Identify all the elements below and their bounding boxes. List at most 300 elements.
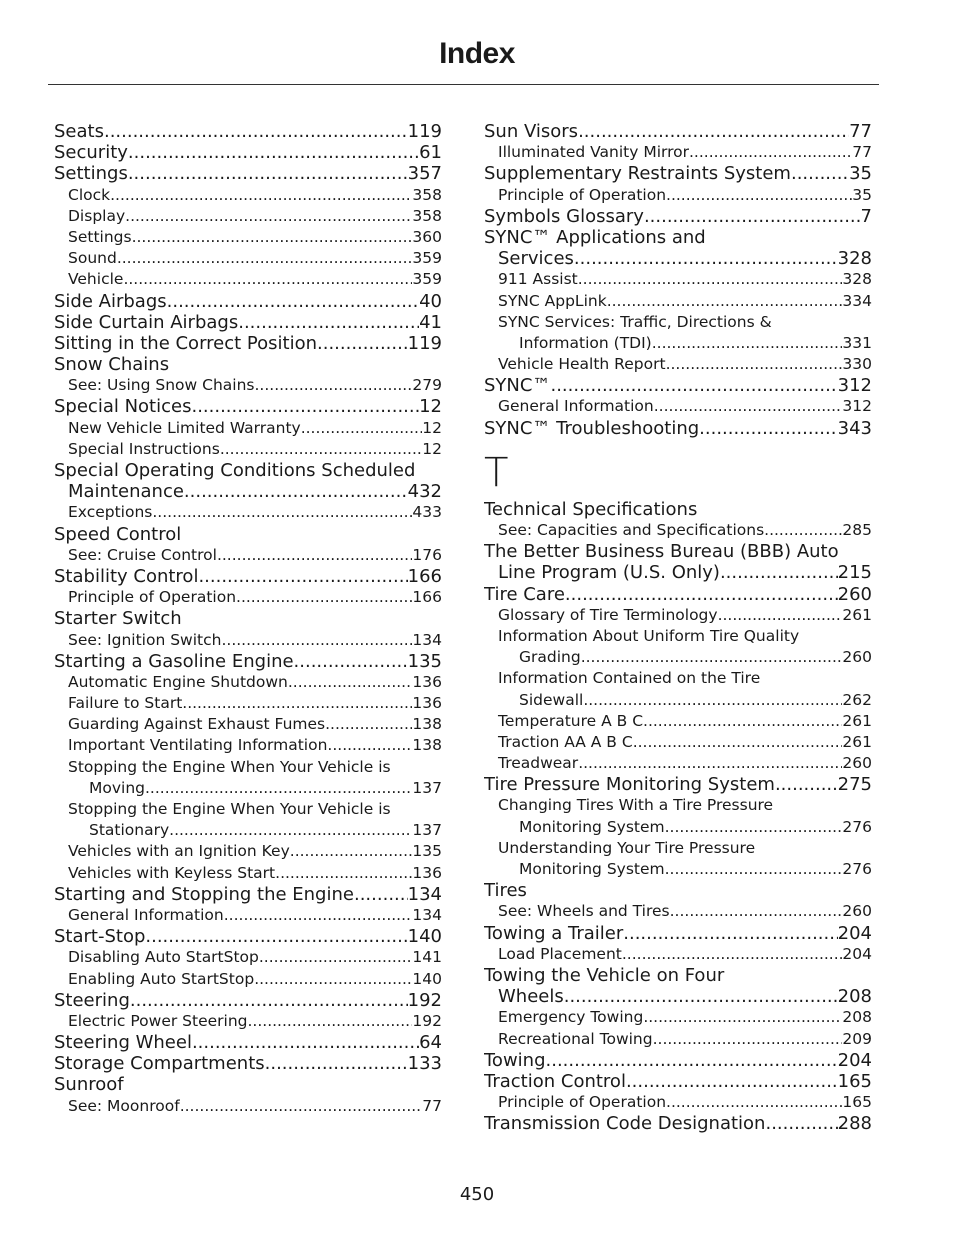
dot-leader [294,651,408,672]
entry-text: Changing Tires With a Tire Pressure [498,796,774,815]
entry-text: Disabling Auto StartStop [68,948,259,967]
dot-leader [666,1092,842,1113]
entry-page-number: 260 [837,583,872,605]
dot-leader [301,418,423,439]
entry-text: Grading [519,648,581,667]
entry-text: Tire Care [484,583,565,605]
entry-page-number: 285 [842,521,872,539]
entry-text: Glossary of Tire Terminology [498,605,718,624]
dot-leader [217,545,412,566]
dot-leader [791,163,849,184]
index-entry [54,291,442,312]
index-column-right [484,121,872,1134]
entry-page-number: 12 [419,396,442,418]
entry-text: SYNC™ Troubleshooting [484,417,700,439]
entry-page-number: 279 [412,376,442,395]
index-subentry [54,693,442,714]
entry-text: Principle of Operation [68,588,237,607]
index-subentry [54,630,442,651]
dot-leader [578,753,842,774]
index-entry [54,142,442,163]
dot-leader [578,121,849,142]
dot-leader [191,396,419,417]
index-subentry [54,1011,442,1032]
entry-page-number: 260 [842,754,872,773]
dot-leader [317,333,408,354]
entry-text: Information Contained on the Tire [498,669,761,688]
entry-text: Treadwear [498,754,579,773]
entry-text: Traction AA A B C [498,732,633,751]
index-subentry [54,714,442,735]
entry-text: See: Using Snow Chains [68,376,255,395]
entry-text: Starter Switch [54,608,182,630]
index-entry [484,375,872,396]
entry-text: Side Airbags [54,290,167,312]
dot-leader [152,502,412,523]
entry-page-number: 136 [412,863,442,882]
entry-text: Towing [484,1049,546,1071]
index-subentry [484,838,872,859]
entry-page-number: 433 [412,503,442,522]
index-entry [54,1074,442,1095]
entry-page-number: 432 [407,481,442,503]
entry-text: Services [498,248,574,270]
entry-page-number: 141 [412,948,442,967]
entry-text: Sound [68,249,117,268]
entry-page-number: 138 [412,715,442,734]
index-subentry [54,269,442,290]
index-subentry [54,672,442,693]
index-subentry [484,396,872,417]
entry-text: Emergency Towing [498,1008,644,1027]
entry-text: Load Placement [498,944,622,963]
index-entry [484,774,872,795]
index-entry [484,1071,872,1092]
index-subentry [54,841,442,862]
index-subentry [484,795,872,816]
index-subentry [54,439,442,460]
dot-leader [354,884,408,905]
dot-leader [622,944,843,965]
entry-text: Line Program (U.S. Only) [498,562,720,584]
dot-leader [192,1032,419,1053]
index-entry [484,986,872,1007]
entry-page-number: 140 [407,926,442,948]
index-entry [54,990,442,1011]
dot-leader [128,163,408,184]
section-letter-text: T [484,449,509,496]
entry-page-number: 204 [837,1049,872,1071]
dot-leader [574,248,838,269]
entry-text: Security [54,142,128,164]
entry-text: Monitoring System [519,817,665,836]
entry-page-number: 312 [837,375,872,397]
index-entry [54,1032,442,1053]
index-entry [484,880,872,901]
dot-leader [224,905,413,926]
entry-text: Wheels [498,986,564,1008]
entry-page-number: 165 [837,1070,872,1092]
entry-page-number: 357 [407,163,442,185]
dot-leader [581,647,843,668]
dot-leader [623,923,837,944]
entry-page-number: 137 [412,778,442,797]
dot-leader [626,1071,838,1092]
entry-text: Start-Stop [54,926,146,948]
dot-leader [764,520,842,541]
entry-page-number: 134 [407,883,442,905]
dot-leader [643,711,842,732]
entry-text: Guarding Against Exhaust Fumes [68,715,326,734]
entry-page-number: 288 [837,1113,872,1135]
entry-text: Vehicle Health Report [498,355,666,374]
entry-text: Towing a Trailer [484,922,624,944]
dot-leader [128,142,419,163]
index-subentry [484,312,872,333]
entry-text: Illuminated Vanity Mirror [498,143,689,162]
entry-text: Steering [54,989,130,1011]
entry-page-number: 35 [849,163,872,185]
dot-leader [653,1029,843,1050]
index-entry [54,651,442,672]
entry-page-number: 166 [407,565,442,587]
entry-page-number: 133 [407,1053,442,1075]
entry-page-number: 331 [842,333,872,352]
entry-text: Vehicle [68,270,124,289]
entry-page-number: 261 [842,732,872,751]
dot-leader [689,142,852,163]
entry-page-number: 359 [412,270,442,289]
entry-page-number: 136 [412,694,442,713]
entry-text: Starting and Stopping the Engine [54,883,354,905]
entry-page-number: 134 [412,630,442,649]
index-subentry [54,947,442,968]
entry-page-number: 343 [837,417,872,439]
entry-page-number: 334 [842,291,872,310]
entry-text: Information About Uniform Tire Quality [498,626,800,645]
entry-page-number: 136 [412,672,442,691]
entry-page-number: 204 [837,922,872,944]
dot-leader [720,562,838,583]
dot-leader [290,841,413,862]
index-entry [484,499,872,520]
entry-page-number: 275 [837,774,872,796]
entry-text: Important Ventilating Information [68,736,328,755]
index-entry [54,121,442,142]
entry-text: Exceptions [68,503,153,522]
entry-text: Symbols Glossary [484,205,644,227]
entry-text: Starting a Gasoline Engine [54,650,294,672]
index-subentry [484,1029,872,1050]
entry-text: Special Operating Conditions Scheduled [54,460,416,481]
index-subentry [54,969,442,990]
index-entry [484,562,872,583]
entry-page-number: 276 [842,817,872,836]
entry-text: Supplementary Restraints System [484,163,791,185]
dot-leader [221,630,412,651]
entry-page-number: 64 [419,1032,442,1054]
entry-text: Special Instructions [68,439,220,458]
entry-page-number: 77 [849,121,872,142]
dot-leader [259,947,413,968]
dot-leader [132,227,413,248]
entry-text: Information (TDI) [519,333,652,352]
entry-text: General Information [68,905,224,924]
index-subentry [54,587,442,608]
index-subentry [54,502,442,523]
entry-text: Vehicles with Keyless Start [68,863,276,882]
entry-text: Maintenance [68,481,184,503]
index-entry [484,1113,872,1134]
dot-leader [665,859,843,880]
entry-text: Stopping the Engine When Your Vehicle is [68,800,391,818]
index-subentry [54,375,442,396]
dot-leader [125,206,412,227]
entry-text: Sunroof [54,1074,124,1096]
entry-text: Traction Control [484,1070,626,1092]
dot-leader [546,1050,838,1071]
entry-text: See: Cruise Control [68,545,217,564]
entry-text: Transmission Code Designation [484,1113,766,1135]
entry-text: Automatic Engine Shutdown [68,672,288,691]
index-entry [54,163,442,184]
index-subentry [484,944,872,965]
entry-text: Settings [54,163,128,185]
dot-leader [145,778,412,799]
index-subentry [54,545,442,566]
title-divider [48,84,879,85]
entry-text: Understanding Your Tire Pressure [498,838,756,857]
index-entry [484,163,872,184]
entry-page-number: 134 [412,905,442,924]
entry-page-number: 77 [852,143,872,162]
index-subentry [484,269,872,290]
dot-leader [550,375,837,396]
index-subentry [484,354,872,375]
entry-page-number: 77 [422,1096,442,1115]
dot-leader [247,1011,412,1032]
entry-text: The Better Business Bureau (BBB) Auto [484,541,839,563]
entry-text: Failure to Start [68,694,183,713]
entry-text: See: Capacities and Specifications [498,521,765,539]
entry-text: See: Ignition Switch [68,630,222,649]
entry-text: SYNC™ [484,375,551,397]
dot-leader [643,1007,842,1028]
index-subentry [484,859,872,880]
entry-page-number: 359 [412,249,442,268]
dot-leader [110,185,412,206]
entry-text: Seats [54,121,104,142]
index-entry [54,566,442,587]
entry-page-number: 358 [412,185,442,204]
index-subentry [484,647,872,668]
entry-text: Recreational Towing [498,1029,653,1048]
dot-leader [238,312,419,333]
entry-page-number: 135 [407,650,442,672]
index-subentry [484,901,872,922]
dot-leader [254,375,412,396]
dot-leader [169,820,412,841]
entry-page-number: 40 [419,290,442,312]
index-subentry [484,626,872,647]
entry-page-number: 260 [842,902,872,921]
index-entry [484,121,872,142]
entry-text: Principle of Operation [498,1093,667,1112]
entry-text: Steering Wheel [54,1032,192,1054]
index-subentry [54,863,442,884]
entry-text: Sun Visors [484,121,579,142]
entry-page-number: 119 [407,121,442,142]
index-entry [484,1050,872,1071]
entry-text: Side Curtain Airbags [54,311,239,333]
entry-page-number: 209 [842,1029,872,1048]
dot-leader [718,605,843,626]
index-entry [54,608,442,629]
entry-text: Principle of Operation [498,185,667,204]
entry-page-number: 328 [842,270,872,289]
entry-text: Clock [68,185,111,204]
entry-page-number: 262 [842,690,872,709]
entry-page-number: 192 [407,989,442,1011]
dot-leader [633,732,843,753]
dot-leader [265,1053,408,1074]
index-subentry [484,732,872,753]
entry-page-number: 41 [419,311,442,333]
dot-leader [565,584,838,605]
index-entry [54,884,442,905]
entry-text: Tires [484,880,527,902]
entry-page-number: 276 [842,860,872,878]
entry-page-number: 260 [842,648,872,667]
index-column-left [54,121,442,1117]
entry-page-number: 261 [842,711,872,730]
index-subentry [54,185,442,206]
index-subentry [484,142,872,163]
dot-leader [670,901,843,922]
dot-leader [564,986,838,1007]
entry-page-number: 312 [842,397,872,416]
index-subentry [484,185,872,206]
index-subentry [54,799,442,820]
entry-page-number: 12 [422,418,442,437]
dot-leader [117,248,413,269]
entry-page-number: 12 [422,439,442,458]
entry-text: Stopping the Engine When Your Vehicle is [68,757,391,776]
index-subentry [54,227,442,248]
dot-leader [167,291,419,312]
index-entry [484,206,872,227]
entry-page-number: 137 [412,821,442,840]
entry-page-number: 208 [837,986,872,1008]
entry-text: Sidewall [519,690,584,709]
entry-page-number: 135 [412,842,442,861]
entry-text: Electric Power Steering [68,1011,248,1030]
dot-leader [765,1113,837,1134]
entry-page-number: 119 [407,332,442,354]
entry-page-number: 192 [412,1011,442,1030]
dot-leader [123,269,412,290]
index-subentry [484,753,872,774]
index-subentry [54,820,442,841]
entry-page-number: 358 [412,206,442,225]
index-subentry [54,248,442,269]
entry-text: Technical Specifications [484,498,698,520]
index-entry [54,524,442,545]
entry-page-number: 61 [419,142,442,164]
index-entry [54,312,442,333]
entry-text: Snow Chains [54,354,170,376]
dot-leader [198,566,407,587]
entry-text: Special Notices [54,396,192,418]
entry-text: Stability Control [54,565,199,587]
dot-leader [130,990,408,1011]
index-entry [484,965,872,986]
entry-text: New Vehicle Limited Warranty [68,418,301,437]
entry-text: SYNC Services: Traffic, Directions & [498,312,772,331]
index-subentry [54,1096,442,1117]
index-subentry [54,418,442,439]
index-subentry [484,668,872,689]
index-subentry [54,757,442,778]
index-subentry [484,690,872,711]
index-subentry [484,1007,872,1028]
index-subentry [484,333,872,354]
index-entry [54,460,442,481]
index-subentry [484,817,872,838]
index-entry [484,541,872,562]
entry-text: Temperature A B C [498,711,644,730]
index-subentry [484,605,872,626]
entry-text: Sitting in the Correct Position [54,332,317,354]
dot-leader [325,714,412,735]
dot-leader [327,735,412,756]
index-entry [484,584,872,605]
index-entry [54,396,442,417]
entry-page-number: 261 [842,605,872,624]
dot-leader [699,418,837,439]
entry-page-number: 7 [860,205,872,227]
entry-text: Display [68,206,126,225]
entry-text: See: Moonroof [68,1096,180,1115]
index-entry [484,923,872,944]
dot-leader [104,121,408,142]
index-entry [484,227,872,248]
dot-leader [220,439,422,460]
dot-leader [644,206,861,227]
entry-text: Storage Compartments [54,1053,265,1075]
entry-page-number: 328 [837,248,872,270]
dot-leader [666,185,852,206]
entry-text: Enabling Auto StartStop [68,969,255,988]
entry-text: Speed Control [54,523,182,545]
index-entry [54,481,442,502]
index-entry [484,418,872,439]
index-subentry [54,206,442,227]
dot-leader [652,333,843,354]
entry-text: SYNC AppLink [498,291,607,310]
entry-page-number: 35 [852,185,872,204]
entry-text: General Information [498,397,654,416]
index-subentry [54,778,442,799]
index-subentry [54,905,442,926]
dot-leader [184,481,408,502]
index-entry [54,1053,442,1074]
dot-leader [654,396,843,417]
dot-leader [288,672,413,693]
entry-page-number: 176 [412,545,442,564]
dot-leader [665,817,843,838]
index-subentry [484,520,872,541]
